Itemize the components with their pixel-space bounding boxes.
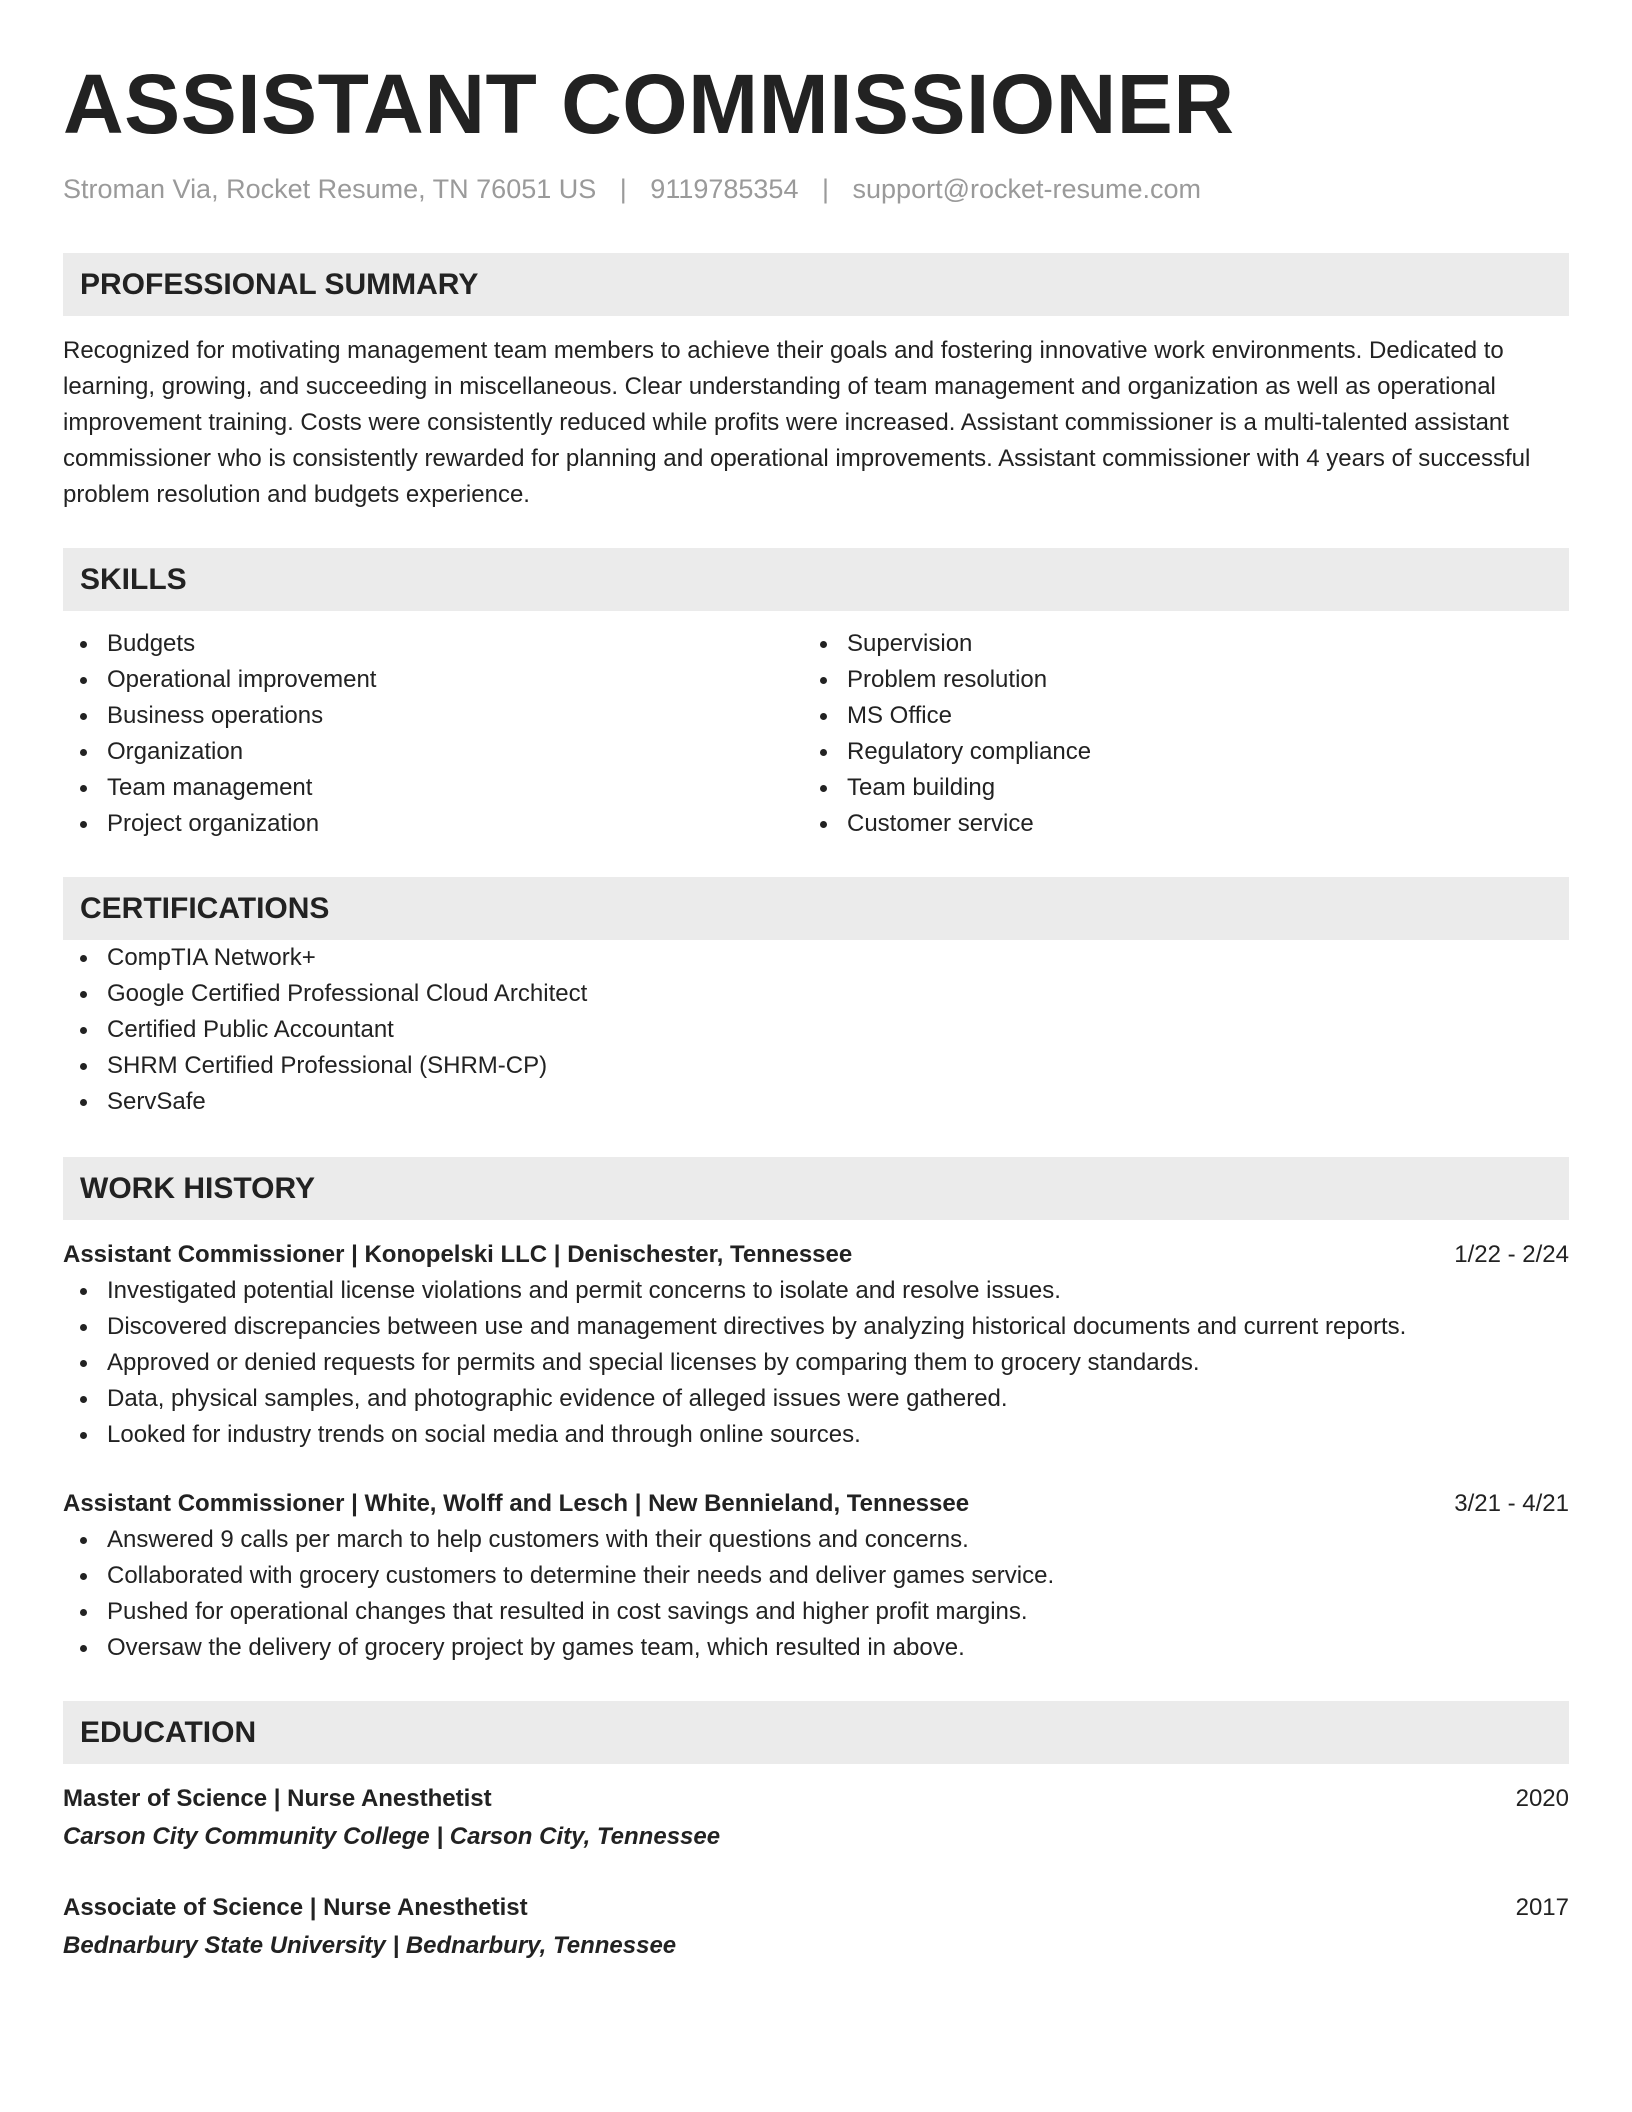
job-bullets xyxy=(63,1522,1569,1666)
job-bullet: Approved or denied requests for permits and special licenses by comparing them to grocery standards. xyxy=(63,1345,1569,1381)
section-heading-certifications: CERTIFICATIONS xyxy=(63,877,1569,940)
contact-separator: | xyxy=(821,174,829,204)
job-bullet: Collaborated with grocery customers to determine their needs and deliver games service. xyxy=(63,1558,1569,1594)
job-dates: 3/21 - 4/21 xyxy=(1454,1490,1569,1517)
skill-item: Customer service xyxy=(803,806,1543,842)
skill-item: Problem resolution xyxy=(803,662,1543,698)
contact-line xyxy=(63,172,1569,206)
skills-columns xyxy=(63,626,1569,842)
job-bullet: Oversaw the delivery of grocery project by games team, which resulted in above. xyxy=(63,1630,1569,1666)
education-year: 2017 xyxy=(1515,1894,1569,1921)
job-dates: 1/22 - 2/24 xyxy=(1454,1241,1569,1268)
skills-column-left xyxy=(63,626,803,842)
job-header xyxy=(63,1486,1569,1522)
job-bullet: Looked for industry trends on social media and through online sources. xyxy=(63,1417,1569,1453)
contact-address: Stroman Via, Rocket Resume, TN 76051 US xyxy=(63,174,597,204)
section-heading-education: EDUCATION xyxy=(63,1701,1569,1764)
certification-item: SHRM Certified Professional (SHRM-CP) xyxy=(63,1048,1569,1084)
job-bullet: Investigated potential license violations and permit concerns to isolate and resolve issues. xyxy=(63,1273,1569,1309)
skill-item: Business operations xyxy=(63,698,803,734)
certification-item: ServSafe xyxy=(63,1084,1569,1120)
contact-phone: 9119785354 xyxy=(650,174,799,204)
section-heading-skills: SKILLS xyxy=(63,548,1569,611)
job-bullet: Answered 9 calls per march to help customers with their questions and concerns. xyxy=(63,1522,1569,1558)
skill-item: MS Office xyxy=(803,698,1543,734)
skills-column-right xyxy=(803,626,1543,842)
education-entry xyxy=(63,1781,1569,1855)
contact-email: support@rocket-resume.com xyxy=(852,174,1202,204)
education-header xyxy=(63,1781,1569,1817)
job-bullets xyxy=(63,1273,1569,1453)
skill-item: Supervision xyxy=(803,626,1543,662)
education-school: Bednarbury State University | Bednarbury, Tennessee xyxy=(63,1932,677,1959)
summary-text: Recognized for motivating management team members to achieve their goals and fostering innovative work environments. Dedicated to learning, growing, and succeeding in miscellaneous. Clear understanding of team management and organization as well as operational improvement training. Costs were consistently reduced while profits were increased. Assistant commissioner is a multi-talented assistant commissioner who is consistently rewarded for planning and operational improvements. Assistant commissioner with 4 years of successful problem resolution and budgets experience. xyxy=(63,337,1531,508)
skill-item: Project organization xyxy=(63,806,803,842)
job-entry xyxy=(63,1237,1569,1453)
contact-separator: | xyxy=(619,174,627,204)
skill-item: Regulatory compliance xyxy=(803,734,1543,770)
job-entry xyxy=(63,1486,1569,1666)
certification-item: CompTIA Network+ xyxy=(63,940,1569,976)
job-bullet: Pushed for operational changes that resulted in cost savings and higher profit margins. xyxy=(63,1594,1569,1630)
job-header xyxy=(63,1237,1569,1273)
certification-item: Google Certified Professional Cloud Architect xyxy=(63,976,1569,1012)
job-bullet: Data, physical samples, and photographic evidence of alleged issues were gathered. xyxy=(63,1381,1569,1417)
section-heading-work-history: WORK HISTORY xyxy=(63,1157,1569,1220)
skill-item: Team building xyxy=(803,770,1543,806)
certifications-list xyxy=(63,940,1569,1120)
skill-item: Operational improvement xyxy=(63,662,803,698)
education-header xyxy=(63,1890,1569,1926)
education-school: Carson City Community College | Carson City, Tennessee xyxy=(63,1823,721,1850)
skills-list-right xyxy=(803,626,1543,842)
skill-item: Organization xyxy=(63,734,803,770)
education-degree: Associate of Science | Nurse Anesthetist xyxy=(63,1894,528,1921)
education-year: 2020 xyxy=(1515,1785,1569,1812)
skills-list-left xyxy=(63,626,803,842)
education-degree: Master of Science | Nurse Anesthetist xyxy=(63,1785,492,1812)
job-title: Assistant Commissioner | Konopelski LLC | Denischester, Tennessee xyxy=(63,1241,853,1268)
job-bullet: Discovered discrepancies between use and management directives by analyzing historical documents and current reports. xyxy=(63,1309,1569,1345)
job-title: Assistant Commissioner | White, Wolff and Lesch | New Bennieland, Tennessee xyxy=(63,1490,970,1517)
education-entry xyxy=(63,1890,1569,1964)
section-heading-summary: PROFESSIONAL SUMMARY xyxy=(63,253,1569,316)
skill-item: Team management xyxy=(63,770,803,806)
certification-item: Certified Public Accountant xyxy=(63,1012,1569,1048)
candidate-name: ASSISTANT COMMISSIONER xyxy=(63,57,1235,151)
skill-item: Budgets xyxy=(63,626,803,662)
